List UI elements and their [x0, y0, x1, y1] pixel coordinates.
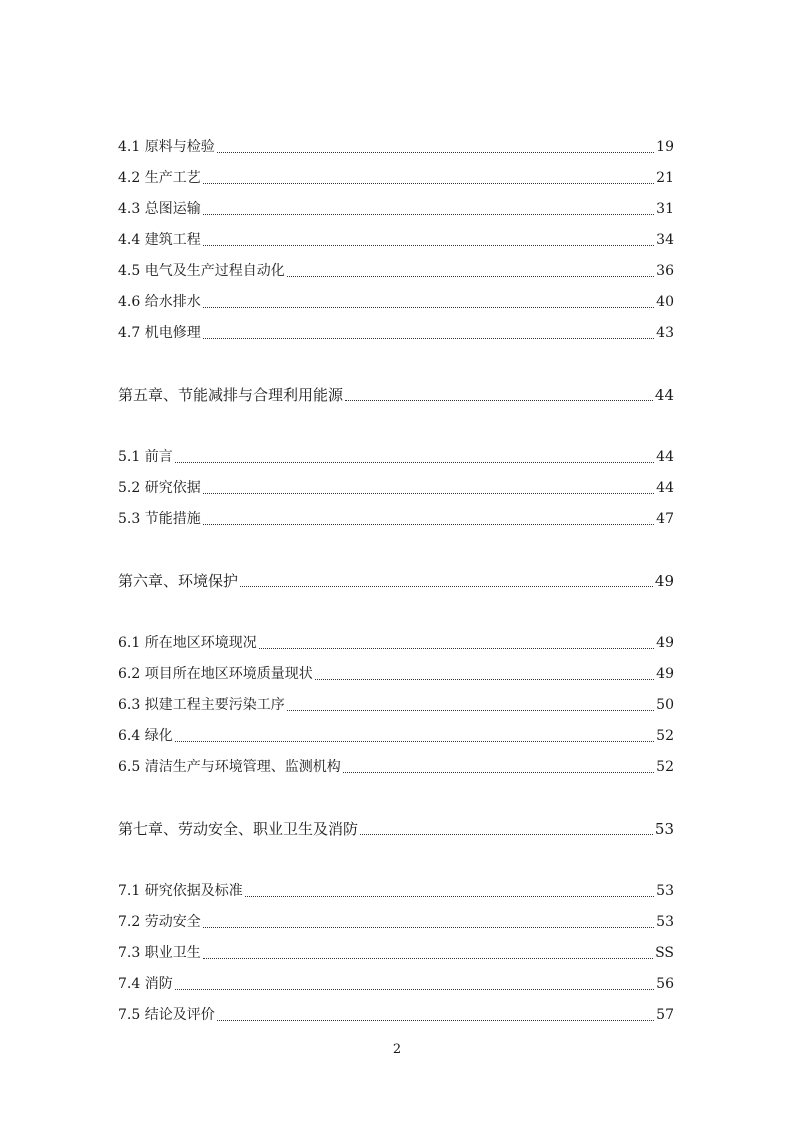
toc-entry-label: 6.5 清洁生产与环境管理、监测机构	[118, 759, 341, 775]
toc-entry-page: 36	[656, 263, 674, 279]
toc-chapter-entry[interactable]	[118, 374, 674, 405]
dot-leader	[175, 740, 654, 742]
toc-entry-page: 56	[656, 976, 674, 992]
toc-entry-label: 7.2 劳动安全	[118, 914, 201, 930]
toc-entry[interactable]	[118, 126, 674, 157]
dot-leader	[175, 461, 654, 463]
toc-entry[interactable]	[118, 622, 674, 653]
toc-chapter-label: 第五章、节能减排与合理利用能源	[118, 386, 344, 404]
dot-leader	[203, 492, 654, 494]
spacer	[118, 529, 674, 560]
toc-entry-label: 5.1 前言	[118, 449, 173, 465]
toc-entry-page: 53	[656, 883, 674, 899]
toc-chapter-page: 44	[654, 386, 674, 404]
dot-leader	[203, 306, 654, 308]
toc-entry-page: 31	[656, 201, 674, 217]
dot-leader	[175, 988, 654, 990]
toc-entry-label: 6.3 拟建工程主要污染工序	[118, 697, 285, 713]
toc-entry[interactable]	[118, 219, 674, 250]
toc-entry[interactable]	[118, 870, 674, 901]
toc-entry-page: 19	[656, 139, 674, 155]
dot-leader	[203, 523, 654, 525]
toc-entry-label: 4.4 建筑工程	[118, 232, 201, 248]
dot-leader	[343, 771, 654, 773]
toc-chapter-label: 第七章、劳动安全、职业卫生及消防	[118, 820, 359, 838]
toc-entry-page: 49	[656, 666, 674, 682]
dot-leader	[203, 926, 654, 928]
toc-entry-page: 34	[656, 232, 674, 248]
toc-entry-page: 49	[656, 635, 674, 651]
dot-leader	[203, 957, 653, 959]
toc-entry-page: 43	[656, 325, 674, 341]
toc-entry[interactable]	[118, 994, 674, 1025]
dot-leader	[203, 182, 654, 184]
toc-chapter-page: 49	[654, 572, 674, 590]
toc-entry[interactable]	[118, 250, 674, 281]
dot-leader	[259, 647, 654, 649]
toc-entry-page: 52	[656, 728, 674, 744]
toc-entry-label: 6.2 项目所在地区环境质量现状	[118, 666, 313, 682]
dot-leader	[203, 337, 654, 339]
dot-leader	[217, 151, 654, 153]
toc-entry-label: 4.6 给水排水	[118, 294, 201, 310]
toc-entry-label: 7.3 职业卫生	[118, 945, 201, 961]
table-of-contents	[118, 126, 674, 1025]
spacer	[118, 839, 674, 870]
toc-entry-label: 4.3 总图运输	[118, 201, 201, 217]
toc-entry[interactable]	[118, 188, 674, 219]
toc-entry[interactable]	[118, 932, 674, 963]
toc-entry-label: 5.3 节能措施	[118, 511, 201, 527]
toc-entry-label: 7.1 研究依据及标准	[118, 883, 243, 899]
toc-entry-label: 5.2 研究依据	[118, 480, 201, 496]
dot-leader	[240, 585, 653, 587]
toc-chapter-entry[interactable]	[118, 560, 674, 591]
toc-entry[interactable]	[118, 467, 674, 498]
toc-chapter-entry[interactable]	[118, 808, 674, 839]
toc-entry-page: 21	[656, 170, 674, 186]
toc-entry-page: 53	[656, 914, 674, 930]
toc-entry-page: 40	[656, 294, 674, 310]
toc-entry[interactable]	[118, 684, 674, 715]
toc-chapter-label: 第六章、环境保护	[118, 572, 239, 590]
toc-chapter-page: 53	[654, 820, 674, 838]
toc-entry-page: 57	[656, 1007, 674, 1023]
dot-leader	[245, 895, 654, 897]
toc-entry-label: 4.1 原料与检验	[118, 139, 215, 155]
toc-entry[interactable]	[118, 746, 674, 777]
toc-entry-page: 44	[656, 480, 674, 496]
toc-entry-page: 47	[656, 511, 674, 527]
toc-entry-label: 6.4 绿化	[118, 728, 173, 744]
toc-entry[interactable]	[118, 715, 674, 746]
spacer	[118, 343, 674, 374]
dot-leader	[203, 213, 654, 215]
page-number: 2	[392, 1042, 402, 1057]
spacer	[118, 777, 674, 808]
toc-entry-label: 4.2 生产工艺	[118, 170, 201, 186]
toc-entry[interactable]	[118, 436, 674, 467]
dot-leader	[345, 399, 653, 401]
toc-entry-page: 50	[656, 697, 674, 713]
toc-entry[interactable]	[118, 498, 674, 529]
toc-entry-label: 4.7 机电修理	[118, 325, 201, 341]
toc-entry-label: 7.5 结论及评价	[118, 1007, 215, 1023]
dot-leader	[287, 709, 654, 711]
toc-entry-label: 6.1 所在地区环境现况	[118, 635, 257, 651]
toc-entry[interactable]	[118, 281, 674, 312]
dot-leader	[315, 678, 654, 680]
toc-entry-page: 44	[656, 449, 674, 465]
dot-leader	[287, 275, 654, 277]
toc-entry[interactable]	[118, 653, 674, 684]
spacer	[118, 591, 674, 622]
dot-leader	[360, 833, 653, 835]
toc-entry-label: 4.5 电气及生产过程自动化	[118, 263, 285, 279]
toc-entry[interactable]	[118, 312, 674, 343]
toc-entry[interactable]	[118, 157, 674, 188]
toc-entry[interactable]	[118, 963, 674, 994]
dot-leader	[203, 244, 654, 246]
toc-entry-page: SS	[655, 945, 674, 961]
toc-entry[interactable]	[118, 901, 674, 932]
toc-entry-label: 7.4 消防	[118, 976, 173, 992]
toc-entry-page: 52	[656, 759, 674, 775]
dot-leader	[217, 1019, 654, 1021]
spacer	[118, 405, 674, 436]
